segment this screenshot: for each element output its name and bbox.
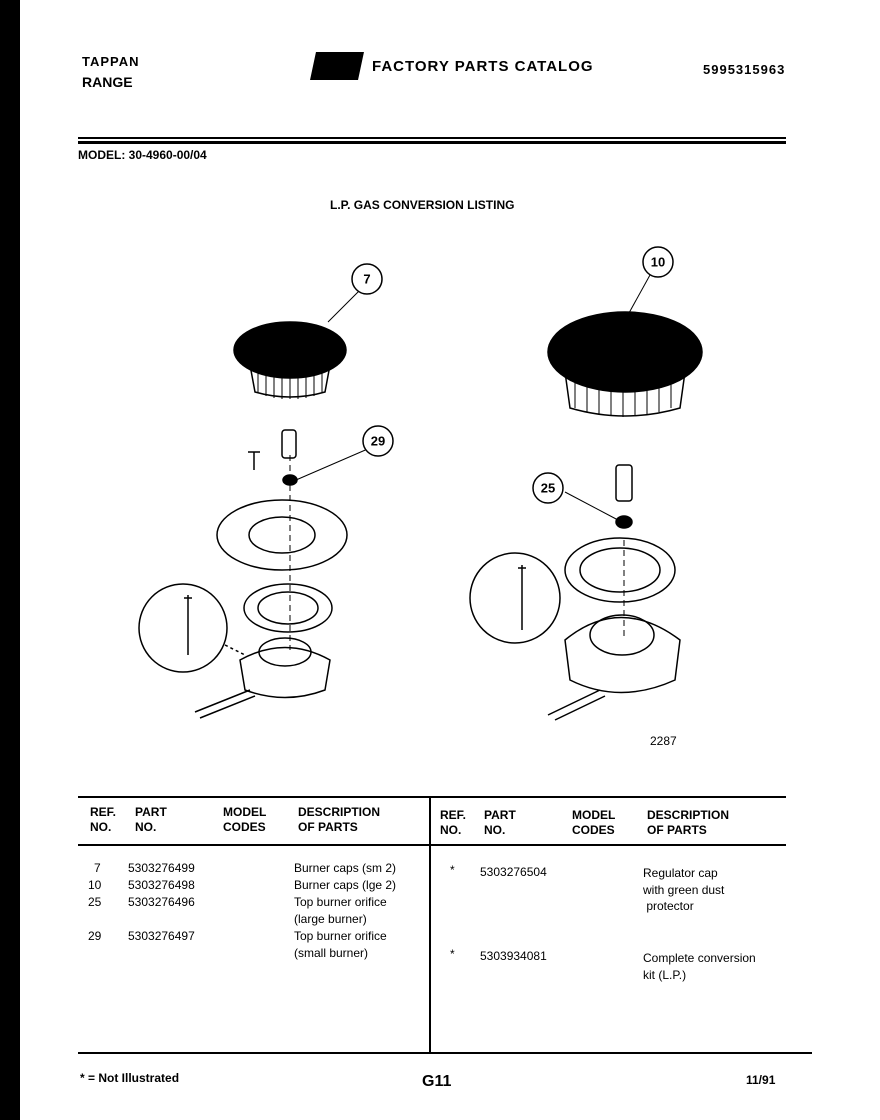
catalog-title: FACTORY PARTS CATALOG: [372, 58, 594, 75]
header-ref-right: REF. NO.: [440, 808, 467, 837]
brand-name: TAPPAN: [82, 54, 140, 69]
header-desc-left: DESCRIPTION OF PARTS: [298, 805, 381, 834]
ref-no: 10: [88, 878, 102, 892]
description: Top burner orifice (large burner): [294, 895, 387, 926]
part-no: 5303934081: [480, 949, 547, 963]
detail-circle: [139, 584, 227, 672]
catalog-code: 5995315963: [703, 62, 786, 77]
large-burner-cap: [548, 312, 702, 392]
page-title: L.P. GAS CONVERSION LISTING: [330, 198, 515, 212]
table-header-rule: [78, 844, 786, 846]
burner-gasket: [244, 584, 332, 632]
header-part-left: PART NO.: [135, 805, 167, 834]
ref-no: 7: [94, 861, 101, 875]
header-part-right: PART NO.: [484, 808, 516, 837]
large-detail-circle: [470, 553, 560, 643]
part-no: 5303276504: [480, 865, 547, 879]
ref-no: 25: [88, 895, 102, 909]
table-divider: [429, 796, 431, 1054]
ref-no: *: [450, 947, 455, 961]
table-top-rule: [78, 796, 786, 798]
callout-label-10: 10: [650, 254, 666, 270]
large-burner-assembly: [470, 275, 702, 720]
description: Regulator cap with green dust protector: [643, 866, 725, 913]
part-no: 5303276497: [128, 929, 195, 943]
callout-label-7: 7: [363, 271, 371, 287]
large-orifice-fitting: [616, 465, 632, 501]
callout-label-29: 29: [370, 433, 386, 449]
issue-date: 11/91: [746, 1073, 776, 1087]
part-no: 5303276499: [128, 861, 195, 875]
callout-label-25: 25: [540, 480, 556, 496]
model-number: MODEL: 30-4960-00/04: [78, 148, 207, 162]
product-type: RANGE: [82, 74, 133, 90]
ref-no: 29: [88, 929, 102, 943]
table-bottom-rule: [78, 1052, 812, 1054]
small-burner-assembly: [139, 290, 370, 718]
figure-number: 2287: [650, 734, 677, 748]
description: Burner caps (sm 2): [294, 861, 397, 875]
description: Top burner orifice (small burner): [294, 929, 387, 960]
header-ref-left: REF. NO.: [90, 805, 117, 834]
footnote: * = Not Illustrated: [80, 1071, 180, 1085]
part-no: 5303276496: [128, 895, 195, 909]
large-orifice: [616, 516, 632, 528]
description: Complete conversion kit (L.P.): [643, 951, 756, 982]
burner-ring: [217, 500, 347, 570]
orifice-fitting: [282, 430, 296, 458]
screw: [248, 452, 260, 470]
page-number: G11: [422, 1073, 452, 1090]
header-model-right: MODEL CODES: [572, 808, 616, 837]
part-no: 5303276498: [128, 878, 195, 892]
description: Burner caps (lge 2): [294, 878, 397, 892]
header-model-left: MODEL CODES: [223, 805, 267, 834]
burner-base: [240, 648, 330, 698]
ref-no: *: [450, 863, 455, 877]
header-desc-right: DESCRIPTION OF PARTS: [647, 808, 730, 837]
